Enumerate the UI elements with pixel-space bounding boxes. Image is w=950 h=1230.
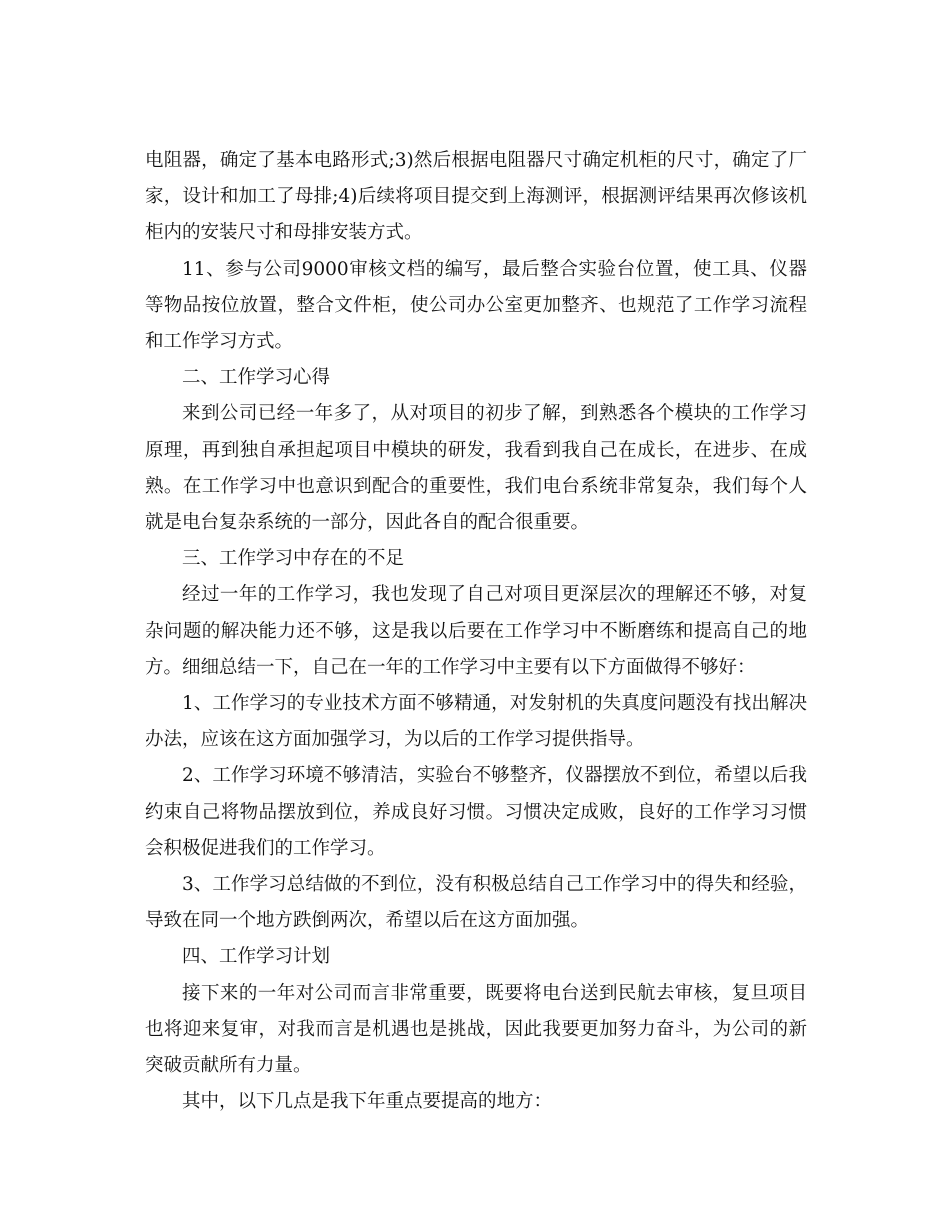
paragraph-item-11: 11、参与公司9000审核文档的编写，最后整合实验台位置，使工具、仪器等物品按位放置，整合文件柜，使公司办公室更加整齐、也规范了工作学习流程和工作学习方式。 xyxy=(145,258,807,353)
section-heading-plan: 四、工作学习计划 xyxy=(182,946,331,968)
section-heading-experience: 二、工作学习心得 xyxy=(182,367,331,389)
paragraph-shortcomings-intro: 经过一年的工作学习，我也发现了自己对项目更深层次的理解还不够，对复杂问题的解决能力还不够，这是我以后要在工作学习中不断磨练和提高自己的地方。细细总结一下，自己在一年的工作学习中主要有以下方面做得不够好： xyxy=(145,584,807,678)
document-body xyxy=(145,143,807,1120)
paragraph-continuation: 电阻器，确定了基本电路形式;3)然后根据电阻器尺寸确定机柜的尺寸，确定了厂家，设计和加工了母排;4)后续将项目提交到上海测评，根据测评结果再次修该机柜内的安装尺寸和母排安装方式。 xyxy=(145,150,807,244)
paragraph-experience: 来到公司已经一年多了，从对项目的初步了解，到熟悉各个模块的工作学习原理，再到独自承担起项目中模块的研发，我看到我自己在成长，在进步、在成熟。在工作学习中也意识到配合的重要性，我们电台系统非常复杂，我们每个人就是电台复杂系统的一部分，因此各自的配合很重要。 xyxy=(145,403,807,534)
paragraph-shortcoming-1: 1、工作学习的专业技术方面不够精通，对发射机的失真度问题没有找出解决办法，应该在这方面加强学习，为以后的工作学习提供指导。 xyxy=(145,693,807,751)
paragraph-shortcoming-3: 3、工作学习总结做的不到位，没有积极总结自己工作学习中的得失和经验，导致在同一个地方跌倒两次，希望以后在这方面加强。 xyxy=(145,874,807,932)
section-heading-shortcomings: 三、工作学习中存在的不足 xyxy=(182,548,405,570)
paragraph-plan: 接下来的一年对公司而言非常重要，既要将电台送到民航去审核，复旦项目也将迎来复审，对我而言是机遇也是挑战，因此我要更加努力奋斗，为公司的新突破贡献所有力量。 xyxy=(145,982,807,1077)
paragraph-shortcoming-2: 2、工作学习环境不够清洁，实验台不够整齐，仪器摆放不到位，希望以后我约束自己将物品摆放到位，养成良好习惯。习惯决定成败，良好的工作学习习惯会积极促进我们的工作学习。 xyxy=(145,765,807,859)
paragraph-plan-points-intro: 其中，以下几点是我下年重点要提高的地方： xyxy=(182,1091,553,1113)
